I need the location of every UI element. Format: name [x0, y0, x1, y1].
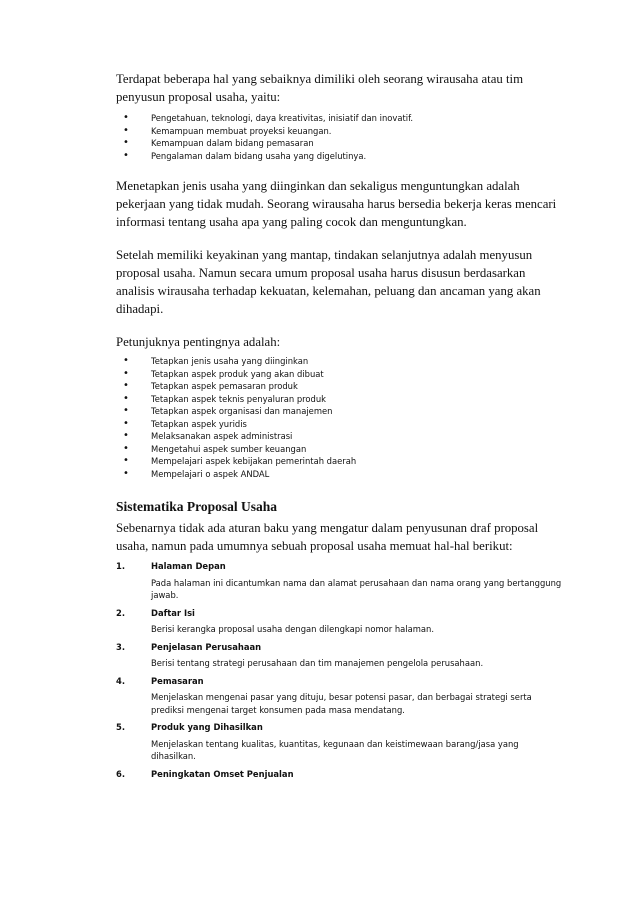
list-item	[116, 721, 562, 763]
petunjuk-bullet-list	[116, 355, 562, 480]
list-item	[116, 641, 562, 670]
item-title: Daftar Isi	[151, 607, 195, 618]
list-item	[116, 675, 562, 717]
list-item: • Pengetahuan, teknologi, daya kreativitas, inisiatif dan inovatif.	[116, 112, 562, 125]
list-item: • Tetapkan aspek produk yang akan dibuat	[116, 368, 562, 381]
item-title: Produk yang Dihasilkan	[151, 722, 263, 732]
petunjuk-heading: Petunjuknya pentingnya adalah:	[116, 335, 281, 349]
item-number: 5.	[116, 722, 126, 732]
sistematika-numbered-list	[116, 560, 562, 780]
list-item: • Melaksanakan aspek administrasi	[116, 430, 562, 443]
list-item: • Kemampuan dalam bidang pemasaran	[116, 137, 562, 150]
item-number: 6.	[116, 768, 126, 779]
list-item: • Pengalaman dalam bidang usaha yang digelutinya.	[116, 150, 562, 163]
section-title: Sistematika Proposal Usaha	[116, 499, 278, 514]
item-number: 3.	[116, 641, 126, 652]
section-intro-paragraph: Sebenarnya tidak ada aturan baku yang mengatur dalam penyusunan draf proposal usaha, namun pada umumnya sebuah proposal usaha memuat hal-hal berikut:	[116, 521, 539, 553]
item-description: Menjelaskan mengenai pasar yang dituju, besar potensi pasar, dan berbagai strategi serta prediksi mengenai target konsumen pada masa mendatang.	[151, 692, 532, 715]
list-item	[116, 768, 562, 781]
item-number: 1.	[116, 561, 126, 571]
item-title: Halaman Depan	[151, 561, 226, 571]
list-item: • Kemampuan membuat proyeksi keuangan.	[116, 125, 562, 138]
list-item: • Mempelajari o aspek ANDAL	[116, 468, 562, 481]
list-item	[116, 560, 562, 602]
list-item: • Tetapkan aspek organisasi dan manajemen	[116, 405, 562, 418]
item-description: Berisi kerangka proposal usaha dengan dilengkapi nomor halaman.	[151, 624, 435, 634]
item-number: 2.	[116, 607, 126, 618]
intro-bullet-list	[116, 112, 562, 162]
item-number: 4.	[116, 675, 126, 686]
item-description: Pada halaman ini dicantumkan nama dan alamat perusahaan dan nama orang yang bertanggung jawab.	[151, 577, 562, 600]
list-item: • Tetapkan aspek teknis penyaluran produk	[116, 393, 562, 406]
item-title: Penjelasan Perusahaan	[151, 641, 262, 652]
list-item: • Tetapkan jenis usaha yang diinginkan	[116, 355, 562, 368]
paragraph-proposal-usaha: Setelah memiliki keyakinan yang mantap, tindakan selanjutnya adalah menyusun proposal usaha. Namun secara umum proposal usaha harus disusun berdasarkan analisis wirausaha terhadap kekuatan, kelemahan, peluang dan ancaman yang akan dihadapi.	[116, 248, 541, 316]
list-item: • Mempelajari aspek kebijakan pemerintah daerah	[116, 455, 562, 468]
item-description: Menjelaskan tentang kualitas, kuantitas, kegunaan dan keistimewaan barang/jasa yang dihasilkan.	[151, 738, 519, 761]
item-title: Peningkatan Omset Penjualan	[151, 768, 294, 779]
list-item: • Mengetahui aspek sumber keuangan	[116, 443, 562, 456]
intro-paragraph: Terdapat beberapa hal yang sebaiknya dimiliki oleh seorang wirausaha atau tim penyusun proposal usaha, yaitu:	[116, 72, 524, 104]
list-item: • Tetapkan aspek pemasaran produk	[116, 380, 562, 393]
document-page	[116, 70, 562, 785]
list-item	[116, 607, 562, 636]
list-item: • Tetapkan aspek yuridis	[116, 418, 562, 431]
paragraph-jenis-usaha: Menetapkan jenis usaha yang diinginkan dan sekaligus menguntungkan adalah pekerjaan yang tidak mudah. Seorang wirausaha harus bersedia bekerja keras mencari informasi tentang usaha apa yang paling cocok dan menguntungkan.	[116, 179, 557, 229]
item-title: Pemasaran	[151, 675, 204, 686]
item-description: Berisi tentang strategi perusahaan dan tim manajemen pengelola perusahaan.	[151, 658, 484, 668]
